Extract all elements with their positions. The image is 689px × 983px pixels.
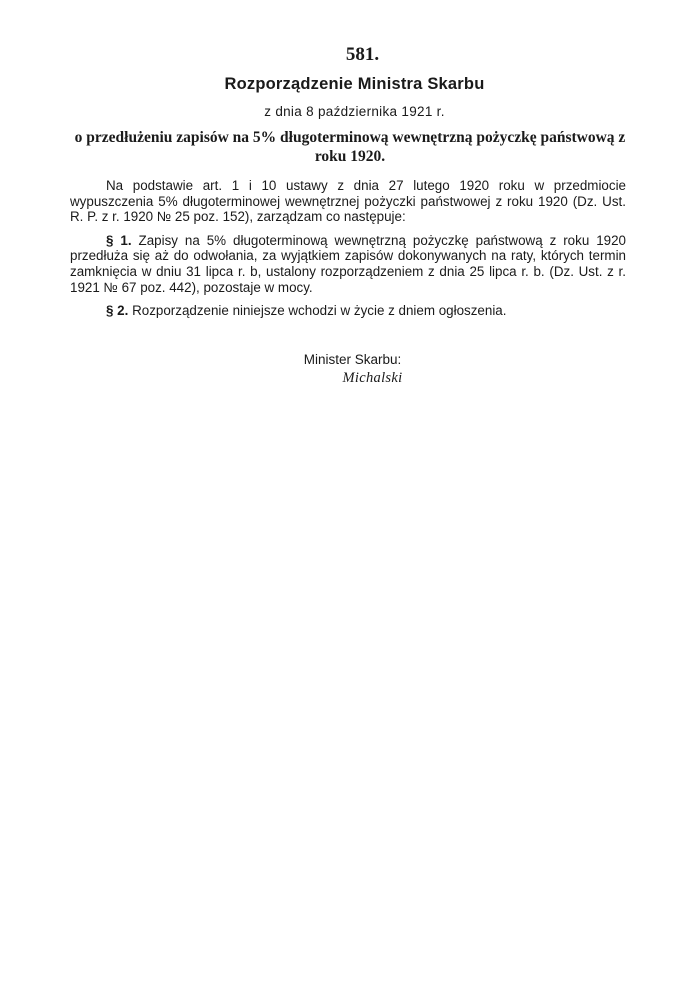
document-number: 581. (345, 44, 380, 65)
document-date: z dnia 8 października 1921 r. (264, 104, 445, 119)
signature-name: Michalski (342, 370, 403, 386)
document-body (70, 178, 626, 327)
section-1-paragraph (70, 233, 626, 295)
section-1-label: § 1. (106, 232, 132, 248)
signature-role: Minister Skarbu: (303, 352, 402, 367)
document-title: Rozporządzenie Ministra Skarbu (224, 75, 485, 93)
section-2-label: § 2. (106, 303, 129, 319)
document-subject: o przedłużeniu zapisów na 5% długoterminową wewnętrzną pożyczkę państwową z roku 1920. (74, 129, 626, 165)
section-2-paragraph (70, 303, 626, 319)
preamble-text: Na podstawie art. 1 i 10 ustawy z dnia 27 lutego 1920 roku w przedmiocie wypuszczenia 5% długoterminowej wewnętrznej pożyczki państwowej z roku 1920 (Dz. Ust. R. P. z r. 1920 № 25 poz. 152), zarządzam co następuje: (70, 178, 626, 225)
preamble-paragraph (70, 178, 626, 225)
section-2-text: Rozporządzenie niniejsze wchodzi w życie z dniem ogłoszenia. (132, 303, 507, 319)
section-1-text: Zapisy na 5% długoterminową wewnętrzną pożyczkę państwową z roku 1920 przedłuża się aż do odwołania, za wyjątkiem zapisów dokonywanych na raty, których termin zamknięcia w dniu 31 lipca r. b, ustalony rozporządzeniem z dnia 25 lipca r. b. (Dz. Ust. z r. 1921 № 67 poz. 442), pozostaje w mocy. (70, 232, 626, 295)
